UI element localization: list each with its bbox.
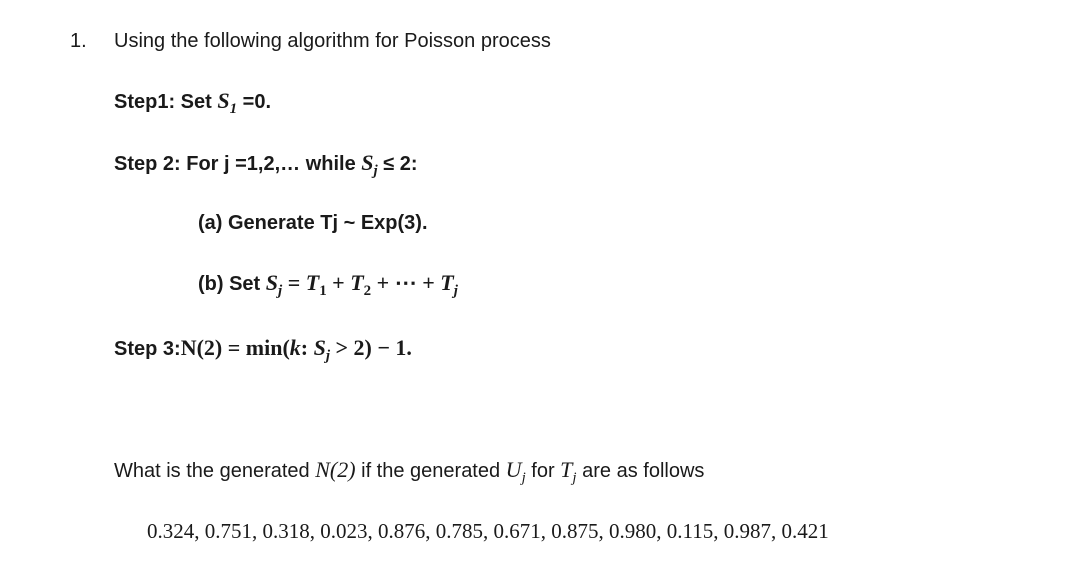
- question-number: [70, 28, 87, 54]
- step2-var-sub: j: [373, 163, 378, 180]
- prompt-text3: for: [525, 460, 561, 482]
- prompt-text2: if the generated: [355, 460, 506, 482]
- prompt-t-sub: j: [572, 470, 577, 487]
- eq-tj-sub: j: [453, 283, 458, 300]
- step2-rest: ≤ 2:: [377, 153, 418, 175]
- prompt-u-sub: j: [521, 470, 526, 487]
- step3-var-sub: j: [325, 348, 330, 365]
- step3-colon: :: [300, 335, 314, 360]
- eq-tj: T: [440, 270, 454, 295]
- step2-var-letter: S: [361, 150, 374, 175]
- step2b-line: [198, 270, 458, 300]
- eq-t2: T: [350, 270, 364, 295]
- step1-var-sub: 1: [229, 101, 238, 118]
- uniform-values: 0.324, 0.751, 0.318, 0.023, 0.876, 0.785, 0.671, 0.875, 0.980, 0.115, 0.987, 0.421: [147, 519, 829, 543]
- values-line: [147, 518, 829, 544]
- step2-var: [361, 150, 378, 180]
- step2a-text: (a) Generate Tj ~ Exp(3).: [198, 212, 428, 234]
- eq-t1-sub: 1: [319, 283, 327, 300]
- step3-var: S: [313, 335, 326, 360]
- prompt-t-letter: T: [560, 457, 573, 482]
- step2b-equation: [265, 270, 458, 300]
- step1-rest: =0.: [237, 91, 272, 113]
- step3-label: Step 3:: [114, 338, 181, 360]
- step1-var: [217, 88, 238, 118]
- prompt-u: [505, 457, 526, 487]
- step1-var-letter: S: [217, 88, 230, 113]
- eq-t1: T: [305, 270, 320, 295]
- prompt-t: [560, 457, 577, 487]
- prompt-line: [114, 457, 705, 487]
- eq-plus2: + ⋯ +: [371, 270, 441, 295]
- prompt-text1: What is the generated: [114, 460, 316, 482]
- question-intro: [114, 28, 551, 54]
- eq-sign: =: [282, 270, 306, 295]
- step3-expr-start: N(2) = min(: [180, 335, 290, 360]
- prompt-text4: are as follows: [576, 460, 705, 482]
- step3-expr-end: > 2) − 1.: [330, 335, 412, 360]
- step2a-line: [198, 210, 428, 236]
- step2b-label: (b) Set: [198, 273, 266, 295]
- eq-lhs-var: S: [265, 270, 279, 295]
- step1-label: Step1: Set: [114, 91, 218, 113]
- step3-k: k: [289, 335, 301, 360]
- prompt-n2: N(2): [315, 457, 356, 482]
- intro-text: Using the following algorithm for Poisson process: [114, 30, 551, 52]
- eq-t2-sub: 2: [363, 283, 372, 300]
- item-number: 1.: [70, 30, 87, 52]
- eq-plus1: +: [326, 270, 351, 295]
- step1-line: [114, 88, 272, 118]
- prompt-u-letter: U: [505, 457, 522, 482]
- eq-lhs-sub: j: [278, 283, 283, 300]
- step2-line: [114, 150, 418, 180]
- step2-label: Step 2: For j =1,2,… while: [114, 153, 362, 175]
- step3-expression: [180, 335, 412, 365]
- step3-line: [114, 335, 412, 365]
